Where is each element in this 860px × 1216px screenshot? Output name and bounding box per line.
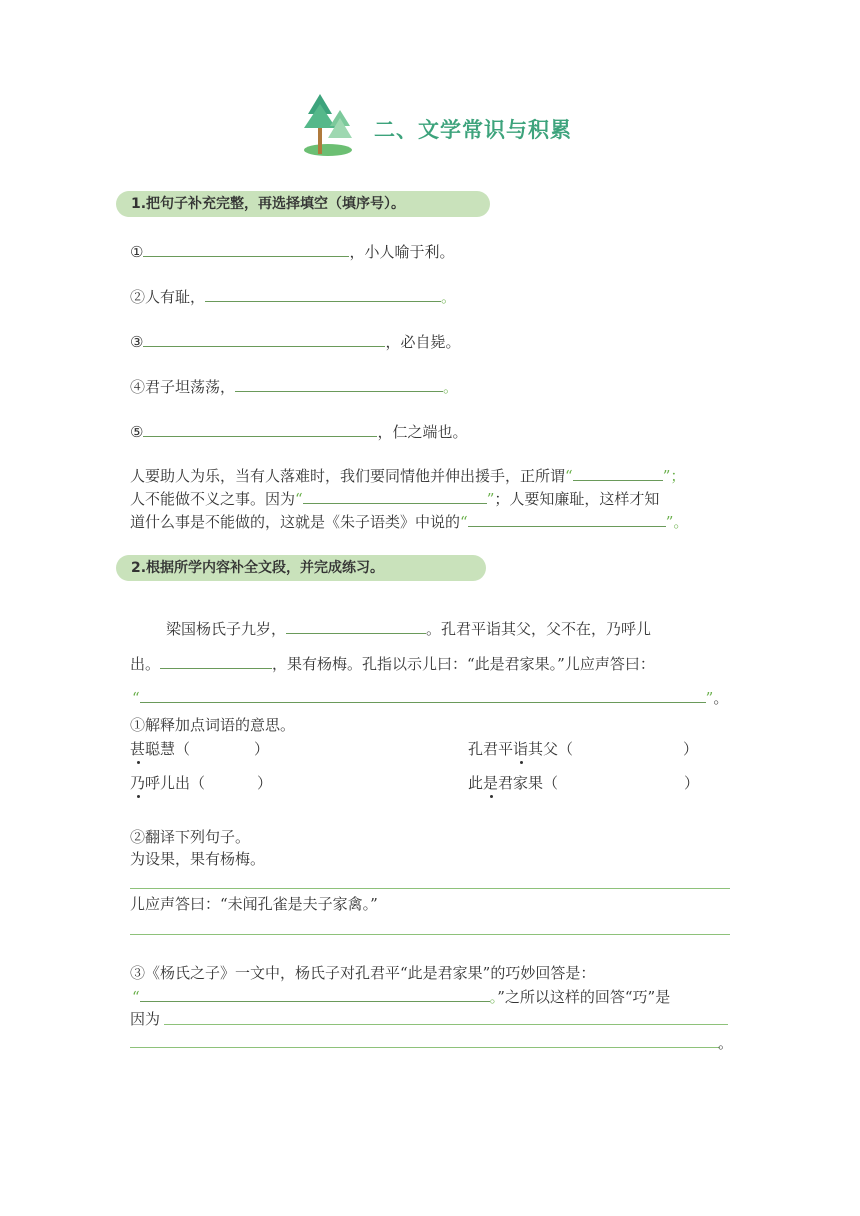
item-number: ①	[130, 243, 144, 261]
para-text: 人不能做不义之事。因为	[130, 490, 296, 508]
answer-blank[interactable]	[140, 985, 490, 1002]
item-2	[130, 285, 456, 308]
q2-label: ②翻译下列句子。	[130, 828, 251, 846]
dotted-word: 是	[483, 774, 499, 792]
answer-blank[interactable]	[143, 330, 385, 347]
answer-blank[interactable]	[303, 487, 487, 504]
answer-line[interactable]	[130, 934, 730, 935]
item-text: ，仁之端也。	[377, 423, 468, 441]
q3-line-3	[130, 1008, 160, 1030]
item-text: ②人有耻，	[130, 288, 206, 306]
answer-blank[interactable]	[143, 240, 349, 257]
answer-blank[interactable]	[235, 375, 443, 392]
item-end: 。	[441, 288, 457, 306]
para-text: ；人要知廉耻，这样才知	[494, 490, 660, 508]
dotted-word: 甚	[130, 740, 146, 758]
item-text: ④君子坦荡荡，	[130, 378, 236, 396]
item-text: ，必自毙。	[385, 333, 461, 351]
answer-blank[interactable]	[468, 510, 666, 527]
passage-end: 。	[713, 689, 729, 707]
dotted-word: 乃	[130, 774, 146, 792]
passage-line-1	[166, 617, 651, 640]
para-end: 。	[673, 513, 689, 531]
q3-text: ”之所以这样的回答“巧”是	[497, 988, 671, 1006]
item-end: 。	[443, 378, 459, 396]
q1-label: ①解释加点词语的意思。	[130, 716, 296, 734]
answer-line[interactable]	[164, 1024, 728, 1025]
answer-line[interactable]	[130, 888, 730, 889]
passage-line-2	[130, 652, 655, 675]
answer-line[interactable]	[130, 1047, 720, 1048]
answer-blank[interactable]	[205, 285, 441, 302]
section2-heading: 2.根据所学内容补全文段，并完成练习。	[131, 560, 385, 576]
answer-blank[interactable]	[140, 686, 706, 703]
q3-end: 。	[718, 1034, 734, 1052]
q2-sentence-2: 儿应声答曰：“未闻孔雀是夫子家禽。”	[130, 895, 378, 913]
q3-line-2: “ 。”之所以这样的回答“巧”是	[132, 985, 670, 1008]
paragraph-line-2: 人不能做不义之事。因为“ ”；人要知廉耻，这样才知	[130, 487, 659, 510]
passage-text: 梁国杨氏子九岁，	[166, 620, 287, 638]
q3-line-1: ③《杨氏之子》一文中，杨氏子对孔君平“此是君家果”的巧妙回答是：	[130, 964, 596, 982]
tree-icon	[300, 92, 356, 156]
passage-line-3: “ ”。	[132, 686, 728, 709]
item-3	[130, 330, 460, 353]
paragraph-line-1: 人要助人为乐，当有人落难时，我们要同情他并伸出援手，正所谓“ ”；	[130, 464, 685, 487]
item-1	[130, 240, 454, 263]
paragraph-line-3: 道什么事是不能做的，这就是《朱子语类》中说的“ ”。	[130, 510, 688, 533]
answer-blank[interactable]	[573, 464, 663, 481]
q1-item-4: 此是君家果（ ）	[468, 774, 700, 792]
q1-item-1: 甚聪慧（ ）	[130, 740, 270, 758]
item-number: ③	[130, 333, 144, 351]
answer-blank[interactable]	[286, 617, 426, 634]
section1-heading: 1.把句子补充完整，再选择填空（填序号）。	[131, 196, 406, 212]
answer-blank[interactable]	[160, 652, 272, 669]
para-text: 道什么事是不能做的，这就是《朱子语类》中说的	[130, 513, 461, 531]
passage-text: 出。	[130, 655, 161, 673]
item-5	[130, 420, 467, 443]
q2-sentence-1: 为设果，果有杨梅。	[130, 850, 266, 868]
section-title: 二、文学常识与积累	[374, 118, 572, 142]
para-text: 人要助人为乐，当有人落难时，我们要同情他并伸出援手，正所谓	[130, 467, 566, 485]
passage-text: ，果有杨梅。孔指以示儿曰：“此是君家果。”儿应声答曰：	[272, 655, 655, 673]
para-end: ；	[670, 467, 686, 485]
section2-heading-pill	[116, 555, 486, 581]
item-number: ⑤	[130, 423, 144, 441]
passage-text: 。孔君平诣其父，父不在，乃呼儿	[426, 620, 652, 638]
item-4	[130, 375, 458, 398]
dotted-word: 诣	[513, 740, 529, 758]
item-text: ，小人喻于利。	[349, 243, 455, 261]
q3-text: 因为	[130, 1010, 161, 1028]
section1-heading-pill	[116, 191, 490, 217]
q1-item-3: 乃呼儿出（ ）	[130, 774, 273, 792]
answer-blank[interactable]	[143, 420, 377, 437]
q1-item-2: 孔君平诣其父（ ）	[468, 740, 699, 758]
